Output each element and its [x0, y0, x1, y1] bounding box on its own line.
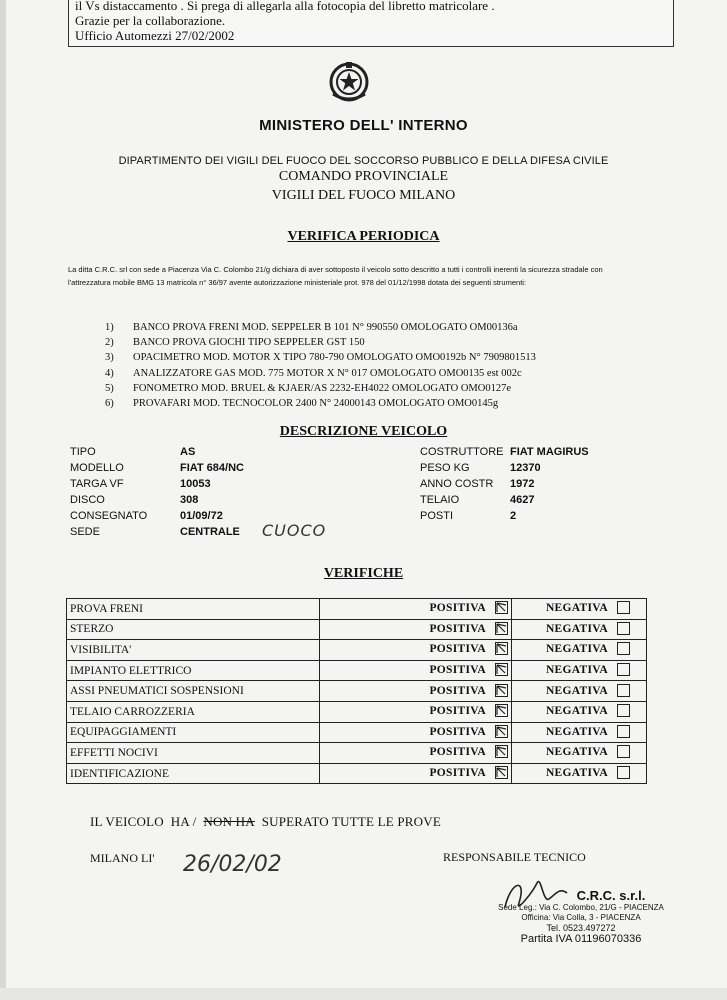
notice-line: il Vs distaccamento . Si prega di allegarla alla fotocopia del libretto matricolare .	[75, 0, 495, 13]
positive-checkbox[interactable]	[495, 704, 508, 717]
check-name: VISIBILITA'	[67, 640, 320, 661]
check-name: STERZO	[67, 619, 320, 640]
negative-label: NEGATIVA	[545, 705, 608, 718]
table-row	[67, 619, 647, 640]
scan-bottom-edge	[0, 988, 727, 1000]
table-row	[67, 681, 647, 702]
vehicle-labels-right	[420, 444, 504, 524]
field-value: 1972	[510, 478, 535, 490]
list-item: 3) OPACIMETRO MOD. MOTOR X TIPO 780-790 OMOLOGATO OMO0192b N° 7909801513	[105, 352, 536, 364]
positive-label: POSITIVA	[429, 664, 486, 677]
positive-cell	[320, 701, 512, 722]
negative-checkbox[interactable]	[617, 704, 630, 717]
field-value: FIAT 684/NC	[180, 462, 244, 474]
check-name: TELAIO CARROZZERIA	[67, 701, 320, 722]
positive-cell	[320, 743, 512, 764]
notice-line: Ufficio Automezzi 27/02/2002	[75, 28, 235, 43]
list-item: 6) PROVAFARI MOD. TECNOCOLOR 2400 N° 24000143 OMOLOGATO OMO0145g	[105, 398, 499, 410]
responsible-label: RESPONSABILE TECNICO	[443, 850, 586, 864]
field-label: CONSEGNATO	[70, 510, 148, 522]
field-label: PESO KG	[420, 462, 470, 474]
list-item: 1) BANCO PROVA FRENI MOD. SEPPELER B 101 N° 990550 OMOLOGATO OM00136a	[105, 322, 518, 333]
vehicle-title: DESCRIZIONE VEICOLO	[279, 424, 448, 439]
check-name: PROVA FRENI	[67, 599, 320, 620]
check-name: IDENTIFICAZIONE	[67, 763, 320, 784]
negative-cell	[512, 722, 647, 743]
table-row	[67, 701, 647, 722]
positive-checkbox[interactable]	[495, 663, 508, 676]
unit-name: VIGILI DEL FUOCO MILANO	[271, 188, 456, 203]
vehicle-values-left	[180, 444, 244, 540]
declaration-paragraph: La ditta C.R.C. srl con sede a Piacenza Via C. Colombo 21/g dichiara di aver sottoposto il veicolo sotto descritto a tutti i controlli inerenti la sicurezza stradale con l'attrezzatura mobile BMG 13 matricola n° 36/97 avente autorizzazione ministeriale prot. 978 del 01/12/1998 dotata dei seguenti strumenti:	[68, 265, 603, 287]
date-handwritten: 26/02/02	[183, 852, 282, 877]
field-label: SEDE	[70, 526, 100, 538]
negative-checkbox[interactable]	[617, 663, 630, 676]
ministry-title: MINISTERO DELL' INTERNO	[259, 117, 468, 134]
positive-checkbox[interactable]	[495, 684, 508, 697]
stamp-vat: Partita IVA 01196070336	[520, 933, 642, 945]
field-value: 308	[180, 494, 199, 506]
field-label: POSTI	[420, 510, 454, 522]
check-name: EFFETTI NOCIVI	[67, 743, 320, 764]
negative-cell	[512, 599, 647, 620]
positive-cell	[320, 660, 512, 681]
notice-line: Grazie per la collaborazione.	[75, 13, 226, 28]
negative-checkbox[interactable]	[617, 622, 630, 635]
negative-checkbox[interactable]	[617, 745, 630, 758]
negative-label: NEGATIVA	[545, 767, 608, 780]
negative-checkbox[interactable]	[617, 766, 630, 779]
list-item: 5) FONOMETRO MOD. BRUEL & KJAER/AS 2232-EH4022 OMOLOGATO OMO0127e	[105, 382, 512, 394]
negative-checkbox[interactable]	[617, 601, 630, 614]
checks-table	[66, 598, 647, 784]
negative-checkbox[interactable]	[617, 684, 630, 697]
negative-cell	[512, 763, 647, 784]
table-row	[67, 743, 647, 764]
check-name: IMPIANTO ELETTRICO	[67, 660, 320, 681]
result-ha: HA /	[170, 814, 197, 829]
top-notice-box	[68, 0, 674, 47]
positive-label: POSITIVA	[429, 746, 486, 759]
table-row	[67, 660, 647, 681]
vehicle-labels-left	[70, 444, 147, 540]
list-item: 2) BANCO PROVA GIOCHI TIPO SEPPELER GST 150	[105, 337, 365, 349]
positive-cell	[320, 722, 512, 743]
stamp-address: Sede Leg.: Via C. Colombo, 21/G - PIACENZA	[498, 903, 664, 912]
field-value: 01/09/72	[180, 510, 223, 522]
positive-checkbox[interactable]	[495, 745, 508, 758]
stamp-workshop: Officina: Via Colla, 3 - PIACENZA	[521, 913, 641, 922]
positive-cell	[320, 599, 512, 620]
field-label: ANNO COSTR	[420, 478, 494, 490]
negative-cell	[512, 640, 647, 661]
positive-cell	[320, 763, 512, 784]
negative-cell	[512, 619, 647, 640]
stamp-company: C.R.C. s.r.l.	[576, 888, 646, 903]
negative-cell	[512, 701, 647, 722]
positive-cell	[320, 681, 512, 702]
result-statement	[90, 814, 441, 830]
sede-handwritten: CUOCO	[262, 521, 327, 540]
field-label: TELAIO	[420, 494, 460, 506]
negative-checkbox[interactable]	[617, 642, 630, 655]
republic-emblem-icon	[327, 60, 371, 104]
field-label: MODELLO	[70, 462, 124, 474]
field-value: 12370	[510, 462, 541, 474]
instrument-list	[105, 320, 536, 411]
negative-label: NEGATIVA	[545, 664, 608, 677]
positive-label: POSITIVA	[429, 643, 486, 656]
place-label: MILANO LI'	[90, 851, 155, 865]
check-name: EQUIPAGGIAMENTI	[67, 722, 320, 743]
field-label: COSTRUTTORE	[420, 446, 504, 458]
result-suffix: SUPERATO TUTTE LE PROVE	[261, 814, 441, 829]
negative-label: NEGATIVA	[545, 684, 608, 697]
table-row	[67, 722, 647, 743]
field-value: CENTRALE	[180, 526, 240, 538]
positive-cell	[320, 619, 512, 640]
positive-label: POSITIVA	[429, 767, 486, 780]
company-stamp	[466, 888, 696, 945]
positive-label: POSITIVA	[429, 684, 486, 697]
field-value: FIAT MAGIRUS	[510, 446, 589, 458]
table-row	[67, 763, 647, 784]
checks-title: VERIFICHE	[323, 566, 404, 581]
negative-label: NEGATIVA	[545, 623, 608, 636]
positive-label: POSITIVA	[429, 623, 486, 636]
negative-cell	[512, 743, 647, 764]
positive-cell	[320, 640, 512, 661]
stamp-phone: Tel. 0523.497272	[546, 923, 616, 933]
field-value: AS	[180, 446, 196, 458]
list-item: 4) ANALIZZATORE GAS MOD. 775 MOTOR X N° 017 OMOLOGATO OMO0135 est 002c	[105, 367, 522, 379]
vehicle-values-right	[510, 444, 589, 524]
positive-label: POSITIVA	[429, 705, 486, 718]
department-name: DIPARTIMENTO DEI VIGILI DEL FUOCO DEL SOCCORSO PUBBLICO E DELLA DIFESA CIVILE	[118, 155, 609, 167]
positive-checkbox[interactable]	[495, 766, 508, 779]
negative-label: NEGATIVA	[545, 726, 608, 738]
negative-label: NEGATIVA	[545, 643, 608, 656]
negative-label: NEGATIVA	[545, 746, 608, 759]
negative-checkbox[interactable]	[617, 725, 630, 738]
field-value: 2	[510, 510, 517, 522]
negative-cell	[512, 681, 647, 702]
field-value: 4627	[510, 494, 535, 506]
table-row	[67, 640, 647, 661]
check-name: ASSI PNEUMATICI SOSPENSIONI	[67, 681, 320, 702]
field-label: TARGA VF	[70, 478, 124, 490]
result-non-ha: NON HA	[203, 814, 255, 829]
field-label: TIPO	[70, 446, 96, 458]
result-prefix: IL VEICOLO	[90, 814, 164, 829]
positive-label: POSITIVA	[429, 726, 486, 738]
negative-label: NEGATIVA	[545, 602, 608, 615]
positive-checkbox[interactable]	[495, 642, 508, 655]
scan-edge	[0, 0, 6, 1000]
field-label: DISCO	[70, 494, 105, 506]
table-row	[67, 599, 647, 620]
negative-cell	[512, 660, 647, 681]
command-name: COMANDO PROVINCIALE	[278, 169, 449, 184]
positive-label: POSITIVA	[429, 602, 486, 615]
positive-checkbox[interactable]	[495, 725, 508, 738]
positive-checkbox[interactable]	[495, 622, 508, 635]
positive-checkbox[interactable]	[495, 601, 508, 614]
field-value: 10053	[180, 478, 211, 490]
verifica-title: VERIFICA PERIODICA	[287, 229, 440, 244]
